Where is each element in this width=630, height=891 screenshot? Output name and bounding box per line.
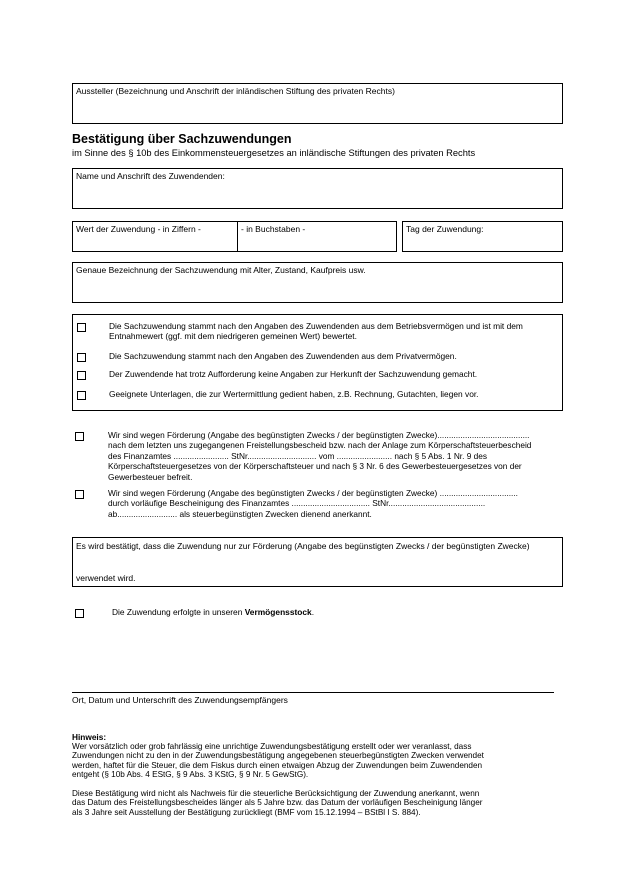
notice-1-line: Zuwendungen nicht zu den in der Zuwendungsbestätigung angegebenen steuerbegünstigten Zwecken verwendet	[72, 751, 484, 761]
exemption-2-line: ab.......................... als steuerbegünstigten Zwecken dienend anerkannt.	[108, 508, 372, 519]
origin-checkbox-2-label: Die Sachzuwendung stammt nach den Angaben des Zuwendenden aus dem Privatvermögen.	[109, 351, 457, 361]
form-subtitle: im Sinne des § 10b des Einkommensteuergesetzes an inländische Stiftungen des privaten Rechts	[72, 148, 476, 158]
usage-confirmation-field[interactable]	[72, 537, 563, 587]
endowment-checkbox[interactable]	[75, 609, 84, 618]
donation-date-field[interactable]	[402, 221, 563, 252]
donor-field-label: Name und Anschrift des Zuwendenden:	[76, 171, 225, 181]
exemption-2-line: Wir sind wegen Förderung (Angabe des begünstigten Zwecks / der begünstigten Zwecke) ..................................	[108, 488, 518, 498]
origin-checkbox-4-label: Geeignete Unterlagen, die zur Wertermittlung gedient haben, z.B. Rechnung, Gutachten, liegen vor.	[109, 389, 479, 399]
notice-2-line: das Datum des Freistellungsbescheides länger als 5 Jahre bzw. das Datum der vorläufigen Bescheinigung länger	[72, 798, 483, 808]
exemption-paragraph-2	[108, 488, 563, 519]
notice-2-line: Diese Bestätigung wird nicht als Nachweis für die steuerliche Berücksichtigung der Zuwendung anerkannt, wenn	[72, 789, 480, 798]
notice-paragraph-2	[72, 789, 572, 817]
notice-paragraph-1	[72, 742, 572, 779]
exemption-1-line: Wir sind wegen Förderung (Angabe des begünstigten Zwecks / der begünstigten Zwecke)........................................	[108, 430, 530, 440]
notice-1-line: Wer vorsätzlich oder grob fahrlässig eine unrichtige Zuwendungsbestätigung erstellt oder wer veranlasst, dass	[72, 742, 472, 751]
endowment-label-bold: Vermögensstock	[244, 607, 312, 617]
exemption-1-line: nach dem letzten uns zugegangenen Freistellungsbescheid bzw. nach der Anlage zum Körperschaftsteuerbescheid	[108, 440, 532, 451]
exemption-1-line: des Finanzamtes ........................ StNr.............................. vom ........................ nach § 5 Abs. 1 Nr. 9 des	[108, 450, 488, 461]
form-heading	[72, 132, 563, 159]
exemption-1-line: Gewerbesteuer befreit.	[108, 471, 193, 482]
notice-1-line: entgeht (§ 10b Abs. 4 EStG, § 9 Abs. 3 KStG, § 9 Nr. 5 GewStG).	[72, 769, 309, 779]
origin-checkbox-4[interactable]	[77, 391, 86, 400]
notice-heading: Hinweis:	[72, 732, 107, 742]
issuer-field[interactable]	[72, 83, 563, 124]
value-words-field[interactable]	[237, 221, 397, 252]
exemption-checkbox-1[interactable]	[75, 432, 84, 441]
endowment-label-prefix: Die Zuwendung erfolgte in unseren	[112, 607, 245, 617]
exemption-paragraph-1	[108, 430, 563, 482]
exemption-2-line: durch vorläufige Bescheinigung des Finanzamtes .................................. StNr..........................................	[108, 498, 486, 509]
notice-1-line: werden, haftet für die Steuer, die dem Fiskus durch einen etwaigen Abzug der Zuwendungen beim Zuwendenden	[72, 760, 483, 770]
form-title: Bestätigung über Sachzuwendungen	[72, 132, 292, 146]
notice-2-line: als 3 Jahre seit Ausstellung der Bestätigung zurückliegt (BMF vom 15.12.1994 – BStBl I S. 884).	[72, 807, 421, 817]
origin-checkbox-1[interactable]	[77, 323, 86, 332]
signature-line[interactable]	[72, 692, 554, 693]
endowment-label-suffix: .	[311, 607, 315, 617]
description-field[interactable]	[72, 262, 563, 303]
origin-checkbox-group	[72, 314, 563, 411]
origin-checkbox-2[interactable]	[77, 353, 86, 362]
donor-field[interactable]	[72, 168, 563, 209]
origin-checkbox-3-label: Der Zuwendende hat trotz Aufforderung keine Angaben zur Herkunft der Sachzuwendung gemacht.	[109, 369, 478, 379]
origin-checkbox-1-label: Die Sachzuwendung stammt nach den Angaben des Zuwendenden aus dem Betriebsvermögen und ist mit dem Entnahmewert (ggf. mit dem niedrigeren gemeinen Wert) bewertet.	[109, 321, 523, 341]
value-words-label: - in Buchstaben -	[241, 224, 306, 234]
value-numeric-label: Wert der Zuwendung - in Ziffern -	[76, 224, 201, 234]
exemption-checkbox-2[interactable]	[75, 490, 84, 499]
signature-label: Ort, Datum und Unterschrift des Zuwendungsempfängers	[72, 695, 288, 705]
value-numeric-field[interactable]	[72, 221, 238, 252]
endowment-checkbox-label	[112, 608, 552, 618]
origin-checkbox-3[interactable]	[77, 371, 86, 380]
donation-date-label: Tag der Zuwendung:	[406, 224, 484, 234]
description-field-label: Genaue Bezeichnung der Sachzuwendung mit Alter, Zustand, Kaufpreis usw.	[76, 265, 366, 275]
usage-confirmation-line2: verwendet wird.	[76, 573, 136, 583]
issuer-field-label: Aussteller (Bezeichnung und Anschrift der inländischen Stiftung des privaten Rechts)	[76, 86, 395, 96]
exemption-1-line: Körperschaftsteuergesetzes von der Körperschaftsteuer und nach § 3 Nr. 6 des Gewerbesteuergesetzes von der	[108, 461, 522, 472]
usage-confirmation-line1: Es wird bestätigt, dass die Zuwendung nur zur Förderung (Angabe des begünstigten Zwecks / der begünstigten Zwecke)	[76, 541, 530, 551]
